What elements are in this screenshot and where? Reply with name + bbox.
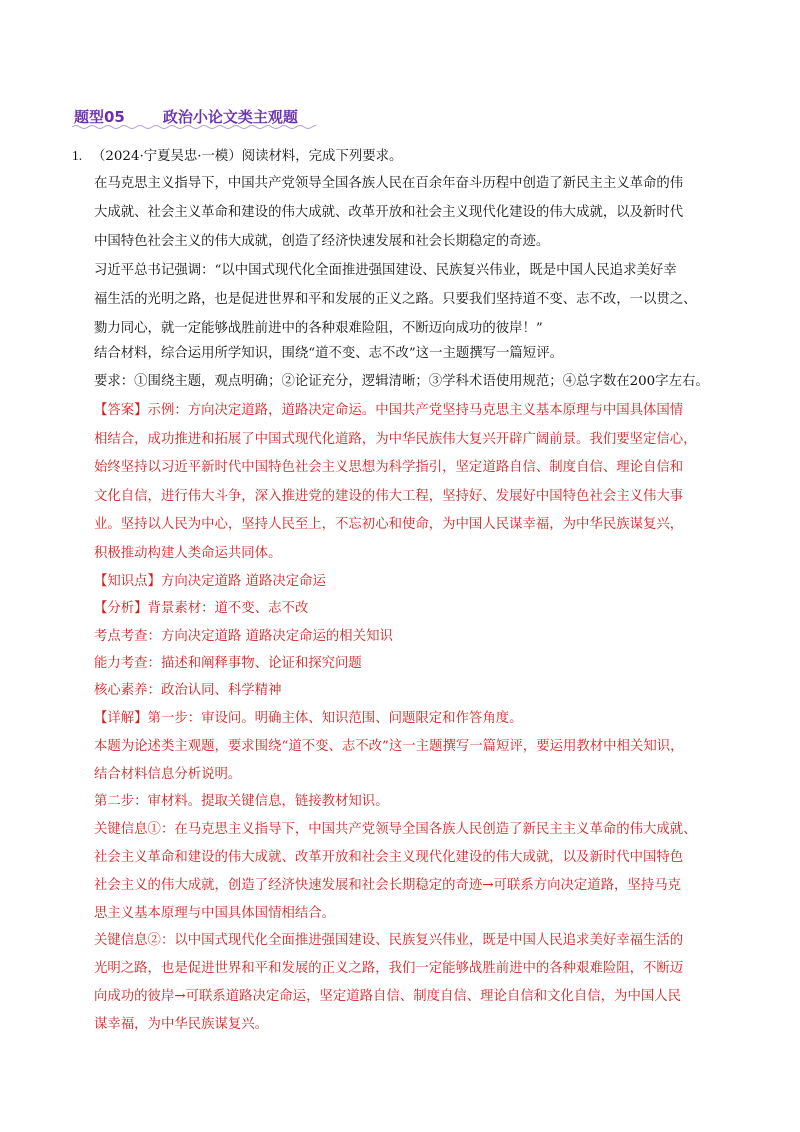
analysis-line: 核心素养：政治认同、科学精神 [94,683,282,698]
answer-line: 【答案】示例：方向决定道路，道路决定命运。中国共产党坚持马克思主义基本原理与中国具体国情 [94,403,684,418]
detail-line: 第二步：审材料。提取关键信息，链接教材知识。 [94,794,389,809]
section-title: 政治小论文类主观题 [162,107,298,126]
detail-line: 关键信息②：以中国式现代化全面推进强国建设、民族复兴伟业，既是中国人民追求美好幸福生活的 [94,933,684,948]
detail-line: 社会主义革命和建设的伟大成就、改革开放和社会主义现代化建设的伟大成就，以及新时代中国特色 [94,850,684,865]
analysis-line: 能力考查：描述和阐释事物、论证和探究问题 [94,656,362,671]
requirements-line: 要求：①围绕主题，观点明确；②论证充分，逻辑清晰；③学科术语使用规范；④总字数在200字左右。 [94,374,709,389]
answer-line: 文化自信，进行伟大斗争，深入推进党的建设的伟大工程，坚持好、发展好中国特色社会主义伟大事 [94,489,684,504]
detail-line: 社会主义的伟大成就，创造了经济快速发展和社会长期稳定的奇迹→可联系方向决定道路，坚持马克 [94,878,682,893]
detail-line: 谋幸福，为中华民族谋复兴。 [94,1017,269,1032]
material-line: 中国特色社会主义的伟大成就，创造了经济快速发展和社会长期稳定的奇迹。 [94,234,550,249]
detail-line: 关键信息①：在马克思主义指导下，中国共产党领导全国各族人民创造了新民主主义革命的伟大成就、 [94,822,697,837]
material-line: 习近平总书记强调：“以中国式现代化全面推进强国建设、民族复兴伟业，既是中国人民追求美好幸 [94,263,677,278]
question-number: 1. [72,148,83,163]
detail-line: 【详解】第一步：审设问。明确主体、知识范围、问题限定和作答角度。 [94,711,523,726]
wavy-underline [72,124,316,130]
material-line: 结合材料，综合运用所学知识，围绕“道不变、志不改”这一主题撰写一篇短评。 [94,346,563,361]
detail-line: 思主义基本原理与中国具体国情相结合。 [94,906,336,921]
answer-line: 业。坚持以人民为中心，坚持人民至上，不忘初心和使命，为中国人民谋幸福，为中华民族谋复兴， [94,517,684,532]
material-line: 勠力同心，就一定能够战胜前进中的各种艰难险阻，不断迈向成功的彼岸！” [94,321,543,336]
detail-line: 向成功的彼岸→可联系道路决定命运，坚定道路自信、制度自信、理论自信和文化自信，为中国人民 [94,989,682,1004]
analysis-line: 【分析】背景素材：道不变、志不改 [94,601,309,616]
material-line: 大成就、社会主义革命和建设的伟大成就、改革开放和社会主义现代化建设的伟大成就，以及新时代 [94,205,684,220]
knowledge-point: 【知识点】方向决定道路 道路决定命运 [94,574,326,589]
detail-line: 本题为论述类主观题，要求围绕“道不变、志不改”这一主题撰写一篇短评，要运用教材中相关知识， [94,739,684,754]
detail-line: 光明之路，也是促进世界和平和发展的正义之路，我们一定能够战胜前进中的各种艰难险阻，不断迈 [94,961,684,976]
answer-line: 始终坚持以习近平新时代中国特色社会主义思想为科学指引，坚定道路自信、制度自信、理论自信和 [94,460,684,475]
answer-line: 积极推动构建人类命运共同体。 [94,546,282,561]
material-line: 在马克思主义指导下，中国共产党领导全国各族人民在百余年奋斗历程中创造了新民主主义革命的伟 [94,176,684,191]
answer-line: 相结合，成功推进和拓展了中国式现代化道路，为中华民族伟大复兴开辟广阔前景。我们要坚定信心， [94,432,697,447]
material-line: 福生活的光明之路，也是促进世界和平和发展的正义之路。只要我们坚持道不变、志不改，一以贯之、 [94,292,697,307]
section-label: 题型05 [74,107,125,126]
detail-line: 结合材料信息分析说明。 [94,767,242,782]
question-stem: （2024·宁夏吴忠·一模）阅读材料，完成下列要求。 [92,149,403,164]
analysis-line: 考点考查：方向决定道路 道路决定命运的相关知识 [94,629,393,644]
